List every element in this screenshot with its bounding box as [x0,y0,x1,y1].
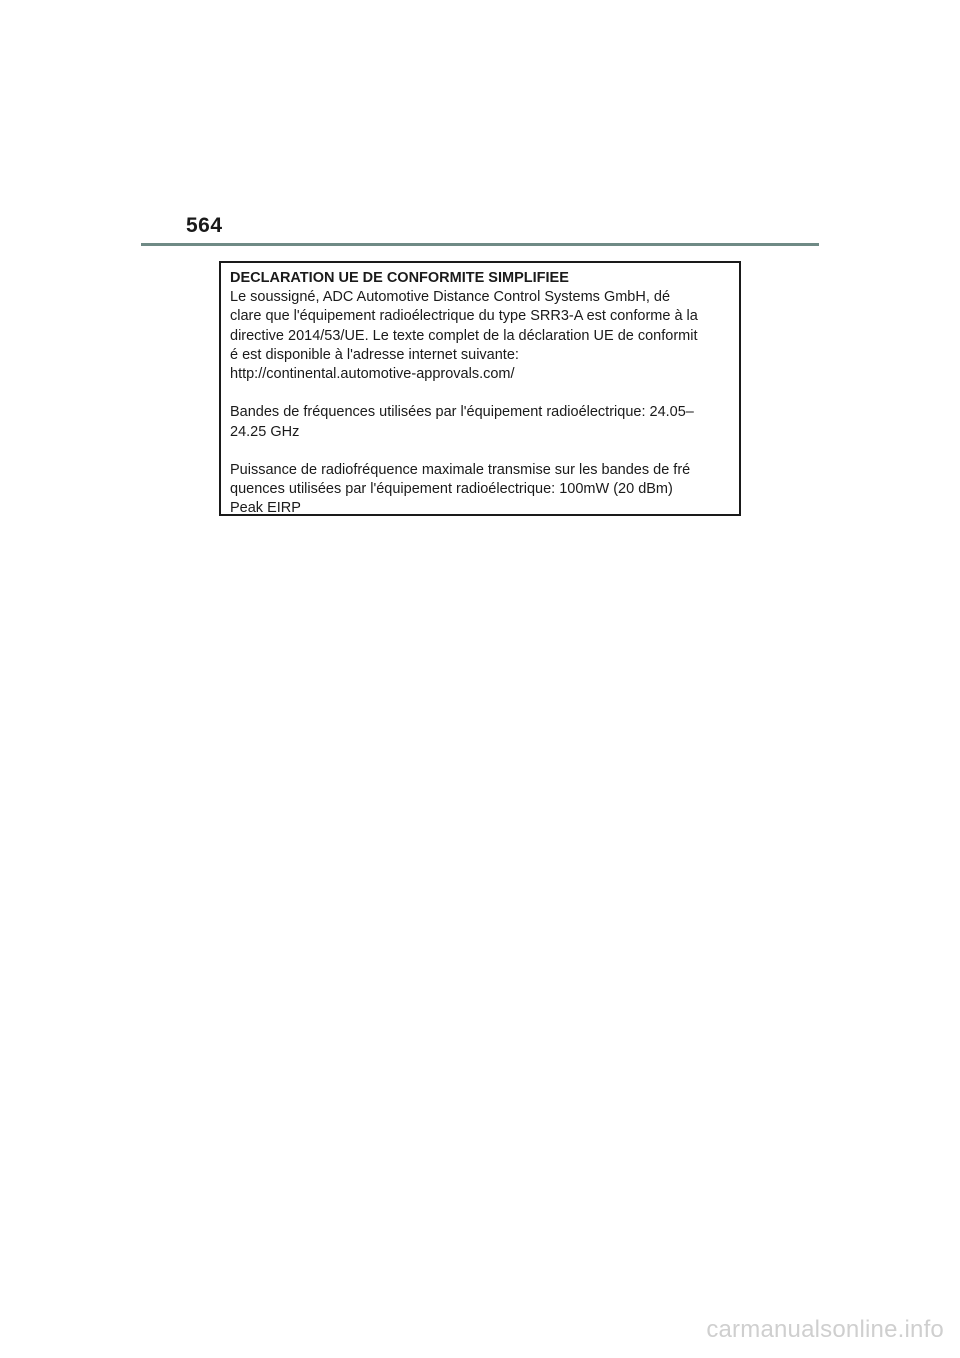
paragraph-spacer [230,442,729,461]
page-number: 564 [186,214,223,237]
declaration-paragraph-frequency [230,403,729,441]
text-line: quences utilisées par l'équipement radioélectrique: 100mW (20 dBm) [230,481,673,498]
text-line: Peak EIRP [230,500,301,517]
text-line: 24.25 GHz [230,423,300,440]
text-line: directive 2014/53/UE. Le texte complet de la déclaration UE de conformit [230,327,698,344]
text-line: Bandes de fréquences utilisées par l'équipement radioélectrique: 24.05– [230,404,694,421]
paragraph-spacer [230,384,729,403]
text-line: clare que l'équipement radioélectrique du type SRR3-A est conforme à la [230,308,698,325]
url-text: http://continental.automotive-approvals.com/ [230,366,515,383]
text-line: Puissance de radiofréquence maximale transmise sur les bandes de fré [230,462,691,478]
text-line: é est disponible à l'adresse internet suivante: [230,346,519,363]
text-line: Le soussigné, ADC Automotive Distance Control Systems GmbH, dé [230,289,671,306]
header-divider [141,243,819,246]
declaration-paragraph-power [230,461,729,519]
declaration-box [219,261,741,516]
watermark: carmanualsonline.info [706,1316,944,1343]
declaration-paragraph-conformity [230,288,729,384]
declaration-title: DECLARATION UE DE CONFORMITE SIMPLIFIEE [230,270,569,286]
